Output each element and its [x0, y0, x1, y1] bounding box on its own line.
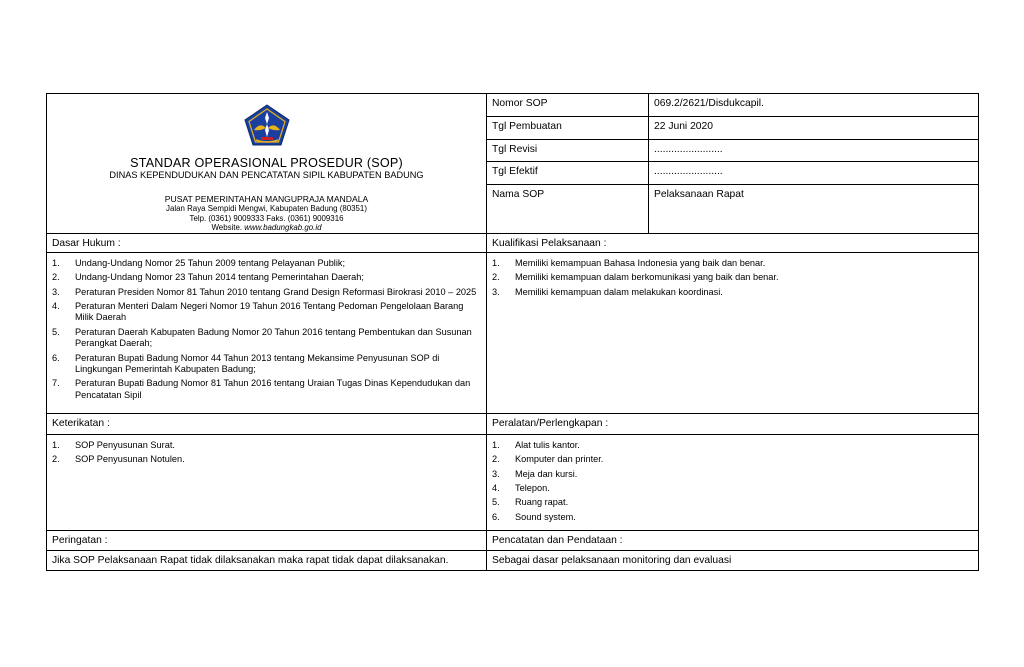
peralatan-title: Peralatan/Perlengkapan : — [487, 413, 979, 434]
peralatan-item-text: Meja dan kursi. — [515, 468, 578, 479]
meta-value-nomor: 069.2/2621/Disdukcapil. — [649, 94, 979, 117]
logo — [47, 94, 486, 150]
kualifikasi-item-text: Memiliki kemampuan dalam melakukan koordinasi. — [515, 286, 723, 297]
keterikatan-list — [52, 440, 481, 466]
meta-value-tgl-revisi: ........................ — [649, 139, 979, 161]
dasar-hukum-item-text: Peraturan Presiden Nomor 81 Tahun 2010 tentang Grand Design Reformasi Birokrasi 2010 – 2025 — [75, 286, 477, 297]
header-cell — [47, 94, 487, 234]
kualifikasi-item — [492, 287, 973, 298]
dasar-hukum-title: Dasar Hukum : — [47, 233, 487, 252]
keterikatan-item-number: 2. — [52, 454, 60, 465]
keterikatan-item-number: 1. — [52, 439, 60, 450]
kualifikasi-title: Kualifikasi Pelaksanaan : — [487, 233, 979, 252]
meta-value-tgl-pembuatan: 22 Juni 2020 — [649, 117, 979, 139]
peralatan-list — [492, 440, 973, 523]
dasar-hukum-item-text: Peraturan Daerah Kabupaten Badung Nomor 20 Tahun 2016 tentang Pembentukan dan Susunan Perangkat Daerah; — [75, 326, 472, 349]
sop-document — [46, 93, 978, 571]
emblem-icon — [244, 104, 290, 146]
dasar-hukum-item — [52, 287, 481, 298]
dasar-hukum-item-text: Peraturan Bupati Badung Nomor 81 Tahun 2016 tentang Uraian Tugas Dinas Kependudukan dan Pencatatan Sipil — [75, 378, 471, 400]
peralatan-item — [492, 440, 973, 451]
kualifikasi-item-number: 1. — [492, 257, 500, 268]
website-link[interactable]: www.badungkab.go.id — [244, 223, 322, 233]
peralatan-item-number: 4. — [492, 483, 500, 493]
keterikatan-item-text: SOP Penyusunan Notulen. — [75, 454, 185, 465]
keterikatan-title: Keterikatan : — [47, 413, 487, 434]
meta-label-tgl-revisi: Tgl Revisi — [487, 139, 649, 161]
dasar-hukum-item-number: 5. — [52, 326, 60, 337]
peralatan-item-number: 3. — [492, 468, 500, 479]
dasar-hukum-item-number: 7. — [52, 378, 60, 389]
peralatan-item — [492, 469, 973, 480]
peralatan-item — [492, 497, 973, 508]
keterikatan-cell — [47, 434, 487, 530]
keterikatan-item-text: SOP Penyusunan Surat. — [75, 439, 175, 450]
peralatan-item — [492, 483, 973, 494]
dasar-hukum-item-number: 3. — [52, 286, 60, 297]
peralatan-item — [492, 454, 973, 465]
keterikatan-item — [52, 454, 481, 465]
peralatan-item-text: Sound system. — [515, 511, 576, 522]
kualifikasi-item-number: 3. — [492, 286, 500, 297]
kualifikasi-list — [492, 258, 973, 298]
peralatan-item-text: Ruang rapat. — [515, 497, 569, 508]
document-title: STANDAR OPERASIONAL PROSEDUR (SOP) — [130, 156, 403, 170]
agency-name: DINAS KEPENDUDUKAN DAN PENCATATAN SIPIL KABUPATEN BADUNG — [109, 170, 424, 180]
dasar-hukum-item-text: Undang-Undang Nomor 25 Tahun 2009 tentang Pelayanan Publik; — [75, 257, 346, 268]
dasar-hukum-item — [52, 378, 481, 401]
kualifikasi-item — [492, 272, 973, 283]
meta-value-nama-sop: Pelaksanaan Rapat — [649, 184, 979, 233]
dasar-hukum-item — [52, 272, 481, 283]
dasar-hukum-item-number: 2. — [52, 272, 60, 283]
peralatan-item — [492, 512, 973, 523]
meta-value-tgl-efektif: ........................ — [649, 162, 979, 184]
kualifikasi-item — [492, 258, 973, 269]
dasar-hukum-item — [52, 258, 481, 269]
dasar-hukum-item — [52, 353, 481, 376]
dasar-hukum-item-text: Peraturan Menteri Dalam Negeri Nomor 19 Tahun 2016 Tentang Pedoman Pengelolaan Barang Milik Daerah — [75, 301, 464, 323]
phone-line: Telp. (0361) 9009333 Faks. (0361) 9009316 — [189, 213, 344, 223]
dasar-hukum-item-text: Undang-Undang Nomor 23 Tahun 2014 tentang Pemerintahan Daerah; — [75, 272, 364, 283]
website-line — [47, 223, 486, 233]
meta-label-tgl-pembuatan: Tgl Pembuatan — [487, 117, 649, 139]
peralatan-item-text: Telepon. — [515, 483, 550, 493]
pusat-pemerintahan: PUSAT PEMERINTAHAN MANGUPRAJA MANDALA — [164, 194, 369, 204]
dasar-hukum-item-text: Peraturan Bupati Badung Nomor 44 Tahun 2013 tentang Mekansime Penyusunan SOP di Lingkungan Pemerintah Kabupaten Badung; — [75, 352, 440, 375]
peralatan-item-text: Alat tulis kantor. — [515, 439, 580, 450]
dasar-hukum-item-number: 4. — [52, 301, 60, 311]
dasar-hukum-item — [52, 327, 481, 350]
keterikatan-item — [52, 440, 481, 451]
dasar-hukum-list — [52, 258, 481, 401]
meta-label-tgl-efektif: Tgl Efektif — [487, 162, 649, 184]
dasar-hukum-cell — [47, 252, 487, 413]
kualifikasi-item-text: Memiliki kemampuan Bahasa Indonesia yang baik dan benar. — [515, 257, 766, 268]
peringatan-text: Jika SOP Pelaksanaan Rapat tidak dilaksanakan maka rapat tidak dapat dilaksanakan. — [47, 551, 487, 571]
sop-table — [46, 93, 979, 571]
address-line: Jalan Raya Sempidi Mengwi, Kabupaten Badung (80351) — [166, 204, 367, 213]
pencatatan-title: Pencatatan dan Pendataan : — [487, 531, 979, 551]
dasar-hukum-item-number: 1. — [52, 257, 60, 268]
kualifikasi-item-text: Memiliki kemampuan dalam berkomunikasi yang baik dan benar. — [515, 272, 779, 283]
peringatan-title: Peringatan : — [47, 531, 487, 551]
dasar-hukum-item — [52, 301, 481, 324]
peralatan-item-number: 5. — [492, 497, 500, 508]
kualifikasi-cell — [487, 252, 979, 413]
dasar-hukum-item-number: 6. — [52, 352, 60, 363]
website-label: Website. — [211, 223, 243, 233]
pencatatan-text: Sebagai dasar pelaksanaan monitoring dan evaluasi — [487, 551, 979, 571]
kualifikasi-item-number: 2. — [492, 272, 500, 283]
peralatan-item-number: 2. — [492, 454, 500, 465]
meta-label-nomor: Nomor SOP — [487, 94, 649, 117]
peralatan-item-number: 1. — [492, 439, 500, 450]
peralatan-cell — [487, 434, 979, 530]
meta-label-nama-sop: Nama SOP — [487, 184, 649, 233]
peralatan-item-number: 6. — [492, 511, 500, 522]
peralatan-item-text: Komputer dan printer. — [515, 454, 604, 465]
